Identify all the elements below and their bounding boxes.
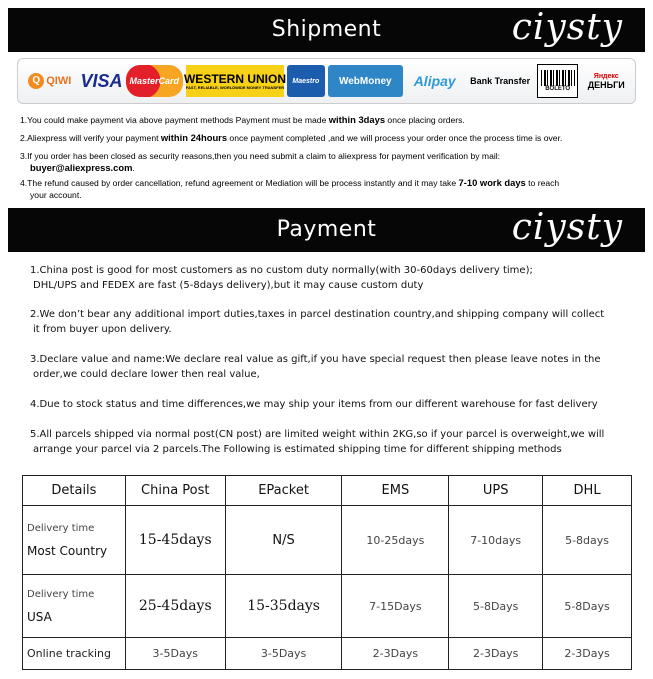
shipment-note-2: 2.Aliexpress will verify your payment within 24hours once payment completed ,and we will process your order once the process time is over.	[20, 132, 563, 143]
table-cell: 2-3Days	[449, 638, 543, 670]
header-ems: EMS	[342, 476, 449, 506]
table-cell: 25-45days	[125, 575, 225, 638]
shipment-title: Shipment	[271, 17, 382, 42]
bank-transfer-logo: Bank Transfer	[470, 76, 531, 86]
table-header-row	[23, 476, 632, 506]
row-label: Online tracking	[23, 638, 126, 670]
shipment-note-4-cont: your account.	[30, 190, 82, 200]
payment-note-3: 3.Declare value and name:We declare real value as gift,if you have special request then please leave notes in the order,we could declare lower then real value,	[30, 354, 601, 380]
shipment-note-3-email: buyer@aliexpress.com.	[30, 162, 135, 173]
mastercard-logo: MasterCard	[126, 65, 183, 97]
table-cell: 15-35days	[225, 575, 342, 638]
table-cell: 2-3Days	[543, 638, 632, 670]
table-row	[23, 638, 632, 670]
shipment-note-3: 3.If you order has been closed as security reasons,then you need submit a claim to aliexpress for payment verification by mail:	[20, 151, 501, 161]
table-cell: 7-15Days	[342, 575, 449, 638]
payment-methods-strip	[17, 58, 636, 104]
table-cell: 2-3Days	[342, 638, 449, 670]
table-cell: 5-8days	[543, 506, 632, 575]
table-cell: 10-25days	[342, 506, 449, 575]
western-union-logo: WESTERN UNION FAST, RELIABLE, WORLDWIDE MONEY TRANSFER	[186, 65, 284, 97]
table-cell: N/S	[225, 506, 342, 575]
table-cell: 3-5Days	[125, 638, 225, 670]
payment-note-1: 1.China post is good for most customers as no custom duty normally(with 30-60days delivery time); DHL/UPS and FEDEX are fast (5-8days delivery),but it may cause custom duty	[30, 265, 533, 291]
shipment-note-4: 4.The refund caused by order cancellation, refund agreement or Mediation will be process instantly and it may take 7-10 work days to reach	[20, 177, 560, 188]
payment-banner	[8, 208, 645, 252]
alipay-logo: Alipay	[413, 73, 456, 89]
table-cell: 15-45days	[125, 506, 225, 575]
payment-title: Payment	[276, 217, 377, 242]
table-row	[23, 506, 632, 575]
table-cell: 5-8Days	[449, 575, 543, 638]
visa-logo: VISA	[80, 70, 123, 91]
brand-logo: ciysty	[511, 207, 623, 248]
header-epacket: EPacket	[225, 476, 342, 506]
table-row	[23, 575, 632, 638]
yandex-money-logo: Яндекс ДЕНЬГИ	[587, 73, 625, 90]
table-cell: 7-10days	[449, 506, 543, 575]
row-label: Delivery time USA	[23, 575, 126, 638]
header-details: Details	[23, 476, 126, 506]
shipping-time-table	[22, 475, 632, 670]
payment-note-5: 5.All parcels shipped via normal post(CN post) are limited weight within 2KG,so if your parcel is overweight,we will arrange your parcel via 2 parcels.The Following is estimated shipping time for different shipping methods	[30, 429, 605, 455]
header-china-post: China Post	[125, 476, 225, 506]
table-cell: 3-5Days	[225, 638, 342, 670]
payment-note-4: 4.Due to stock status and time differences,we may ship your items from our different warehouse for fast delivery	[30, 399, 598, 410]
webmoney-logo: WebMoney	[328, 65, 403, 97]
brand-logo: ciysty	[511, 7, 623, 48]
qiwi-logo: Q QIWI	[22, 65, 78, 97]
shipment-banner	[8, 8, 645, 52]
maestro-logo: Maestro	[287, 65, 325, 97]
shipment-note-1: 1.You could make payment via above payment methods Payment must be made within 3days once placing orders.	[20, 114, 465, 125]
table-cell: 5-8Days	[543, 575, 632, 638]
row-label: Delivery time Most Country	[23, 506, 126, 575]
payment-note-2: 2.We don’t bear any additional import duties,taxes in parcel destination country,and shipping company will collect it from buyer upon delivery.	[30, 309, 605, 335]
header-dhl: DHL	[543, 476, 632, 506]
boleto-logo: BOLETO	[537, 64, 579, 98]
header-ups: UPS	[449, 476, 543, 506]
